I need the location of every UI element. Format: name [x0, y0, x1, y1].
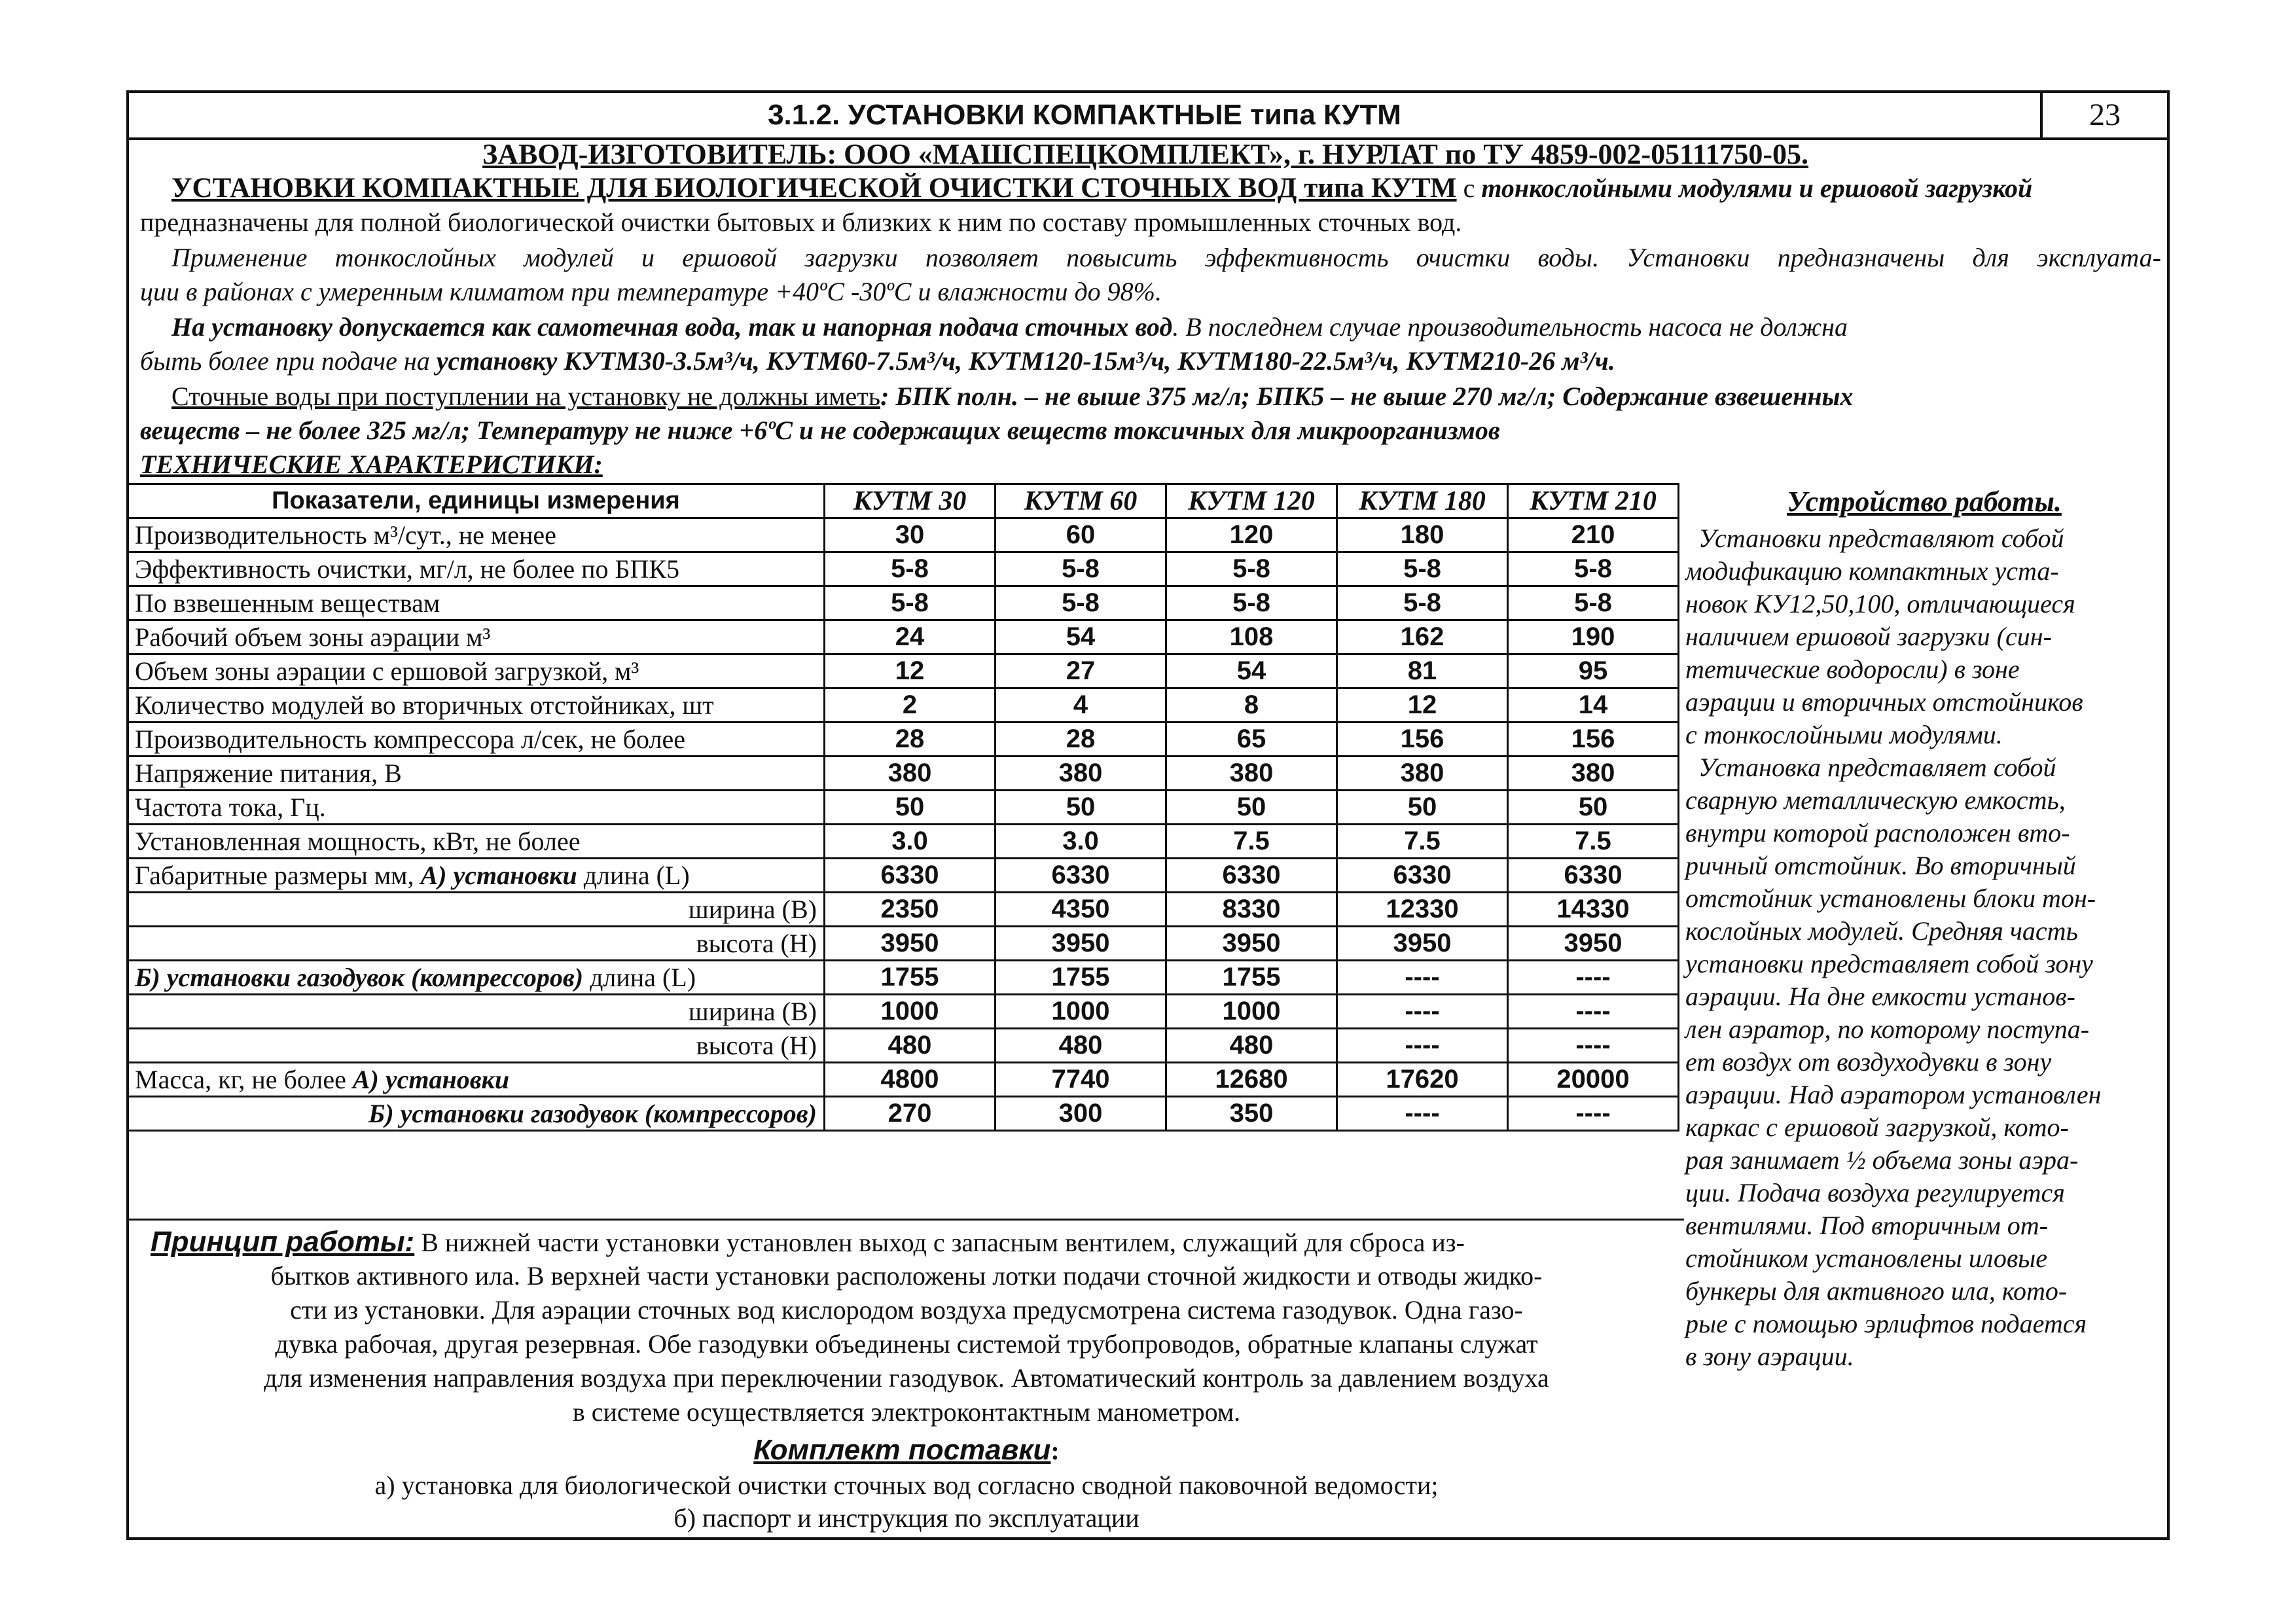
device-text-line: аэрации и вторичных отстойников — [1685, 687, 2083, 717]
table-row — [128, 654, 1679, 688]
table-row — [128, 995, 1679, 1029]
cell-value: 3.0 — [996, 825, 1166, 859]
table-row — [128, 893, 1679, 927]
device-text-line: лен аэратор, по которому поступа- — [1685, 1014, 2090, 1044]
application-line-1: Применение тонкослойных модулей и ершовой загрузки позволяет повысить эффективность очистки воды. Установки предназначены для эксплуата- — [171, 243, 2161, 272]
cell-value: ---- — [1508, 1029, 1679, 1063]
cell-value: 8 — [1166, 688, 1337, 722]
cell-value: 1000 — [1166, 995, 1337, 1029]
wastewater-underlined: Сточные воды при поступлении на установку не должны иметь — [171, 382, 881, 411]
mass-label: Масса, кг, не более — [135, 1065, 346, 1094]
principle-line-1 — [151, 1225, 1676, 1260]
table-row — [128, 961, 1679, 995]
table-row — [128, 518, 1679, 552]
cell-value: 300 — [996, 1097, 1166, 1131]
supply-line-2-bold: установку КУТМ30-3.5м³/ч, КУТМ60-7.5м³/ч, КУТМ120-15м³/ч, КУТМ180-22.5м³/ч, КУТМ210-26 м³/ч. — [436, 346, 1615, 376]
row-label: ширина (В) — [128, 893, 825, 927]
dims-label: Габаритные размеры мм, — [135, 861, 414, 890]
row-label — [128, 961, 825, 995]
cell-value: 190 — [1508, 620, 1679, 654]
table-header-model: КУТМ 210 — [1508, 484, 1679, 518]
dims-b-label: Б) установки газодувок (компрессоров) — [135, 963, 584, 992]
table-row — [128, 1097, 1679, 1131]
cell-value: 4350 — [996, 893, 1166, 927]
principle-heading: Принцип работы: — [151, 1226, 415, 1258]
cell-value: 12 — [1337, 688, 1508, 722]
cell-value: 50 — [1337, 791, 1508, 825]
cell-value: 54 — [1166, 654, 1337, 688]
tech-heading: ТЕХНИЧЕСКИЕ ХАРАКТЕРИСТИКИ: — [140, 450, 603, 479]
cell-value: 14 — [1508, 688, 1679, 722]
device-text-line: модификацию компактных уста- — [1685, 556, 2059, 586]
cell-value: 27 — [996, 654, 1166, 688]
table-row — [128, 791, 1679, 825]
table-header-model: КУТМ 180 — [1337, 484, 1508, 518]
cell-value: 1000 — [825, 995, 996, 1029]
page-number: 23 — [2089, 98, 2121, 132]
device-text-line: внутри которой расположен вто- — [1685, 818, 2070, 847]
supply-line-1-rest: . В последнем случае производительность насоса не должна — [1172, 312, 1848, 342]
cell-value: 24 — [825, 620, 996, 654]
cell-value: 7.5 — [1166, 825, 1337, 859]
mass-a-label: А) установки — [352, 1065, 510, 1094]
cell-value: 50 — [1166, 791, 1337, 825]
cell-value: 65 — [1166, 722, 1337, 757]
device-text-line: аэрации. На дне емкости установ- — [1685, 982, 2075, 1011]
cell-value: 7740 — [996, 1063, 1166, 1097]
cell-value: 380 — [1337, 757, 1508, 791]
cell-value: 50 — [1508, 791, 1679, 825]
row-label — [128, 1063, 825, 1097]
row-label — [128, 1097, 825, 1131]
table-row — [128, 757, 1679, 791]
section-title: 3.1.2. УСТАНОВКИ КОМПАКТНЫЕ типа КУТМ — [129, 93, 2043, 137]
dims-a-label: А) установки — [420, 861, 577, 890]
product-heading-bold: УСТАНОВКИ КОМПАКТНЫЕ ДЛЯ БИОЛОГИЧЕСКОЙ ОЧИСТКИ СТОЧНЫХ ВОД типа КУТМ — [171, 173, 1457, 204]
cell-value: 12680 — [1166, 1063, 1337, 1097]
row-label: По взвешенным веществам — [128, 586, 825, 620]
cell-value: 3950 — [1166, 927, 1337, 961]
device-text-line: Установка представляет собой — [1698, 753, 2056, 782]
cell-value: 6330 — [996, 859, 1166, 893]
cell-value: 162 — [1337, 620, 1508, 654]
delivery-colon: : — [1050, 1436, 1060, 1465]
cell-value: 4800 — [825, 1063, 996, 1097]
row-label: ширина (В) — [128, 995, 825, 1029]
principle-divider — [126, 1219, 1684, 1221]
principle-line-4: дувка рабочая, другая резервная. Обе газодувки объединены системой трубопроводов, обратные клапаны служат — [275, 1329, 1538, 1359]
device-text-line: с тонкослойными модулями. — [1685, 720, 2003, 749]
table-row — [128, 1063, 1679, 1097]
cell-value: 95 — [1508, 654, 1679, 688]
supply-line-2 — [140, 344, 2162, 378]
wastewater-line-1-rest: : БПК полн. – не выше 375 мг/л; БПК5 – не выше 270 мг/л; Содержание взвешенных — [880, 382, 1854, 411]
device-text-line: кослойных модулей. Средняя часть — [1685, 916, 2078, 946]
page-header — [129, 93, 2167, 140]
cell-value: 5-8 — [1508, 586, 1679, 620]
cell-value: 5-8 — [1508, 552, 1679, 586]
cell-value: 350 — [1166, 1097, 1337, 1131]
cell-value: 12 — [825, 654, 996, 688]
cell-value: 5-8 — [996, 552, 1166, 586]
cell-value: 1755 — [996, 961, 1166, 995]
row-label: Производительность компрессора л/сек, не более — [128, 722, 825, 757]
row-label: Рабочий объем зоны аэрации м³ — [128, 620, 825, 654]
cell-value: 60 — [996, 518, 1166, 552]
table-header-model: КУТМ 60 — [996, 484, 1166, 518]
supply-line-2-start: быть более при подаче на — [140, 346, 430, 376]
cell-value: 3950 — [825, 927, 996, 961]
device-text-line: отстойник установлены блоки тон- — [1685, 883, 2096, 913]
table-header-label: Показатели, единицы измерения — [128, 484, 825, 518]
wastewater-line-2: веществ – не более 325 мг/л; Температуру не ниже +6ºС и не содержащих веществ токсичных для микроорганизмов — [140, 416, 1500, 445]
purpose-text: предназначены для полной биологической очистки бытовых и близких к ним по составу промышленных сточных вод. — [140, 207, 1462, 237]
cell-value: 5-8 — [825, 552, 996, 586]
cell-value: 108 — [1166, 620, 1337, 654]
cell-value: 50 — [825, 791, 996, 825]
cell-value: 5-8 — [825, 586, 996, 620]
table-row — [128, 859, 1679, 893]
cell-value: 5-8 — [1166, 552, 1337, 586]
principle-line-3: сти из установки. Для аэрации сточных вод кислородом воздуха предусмотрена система газодувок. Одна газо- — [290, 1295, 1523, 1325]
row-label: Напряжение питания, В — [128, 757, 825, 791]
cell-value: 28 — [825, 722, 996, 757]
cell-value: 480 — [996, 1029, 1166, 1063]
cell-value: 480 — [1166, 1029, 1337, 1063]
cell-value: 3950 — [1337, 927, 1508, 961]
product-heading-italic: тонкослойными модулями и ершовой загрузкой — [1481, 173, 2033, 203]
wastewater-line-1 — [171, 380, 2161, 414]
row-label — [128, 859, 825, 893]
cell-value: ---- — [1337, 995, 1508, 1029]
row-label: Количество модулей во вторичных отстойниках, шт — [128, 688, 825, 722]
product-heading-with: с — [1463, 173, 1475, 203]
device-text-line: наличием ершовой загрузки (син- — [1685, 622, 2052, 651]
cell-value: ---- — [1337, 1029, 1508, 1063]
product-heading — [171, 171, 2161, 205]
cell-value: 7.5 — [1508, 825, 1679, 859]
cell-value: ---- — [1337, 1097, 1508, 1131]
device-text-line: каркас с ершовой загрузкой, кото- — [1685, 1113, 2069, 1142]
principle-text: В нижней части установки установлен выход с запасным вентилем, служащий для сброса из- — [421, 1228, 1465, 1257]
principle-line-5: для изменения направления воздуха при переключении газодувок. Автоматический контроль за давлением воздуха — [264, 1363, 1549, 1393]
cell-value: 6330 — [1166, 859, 1337, 893]
manufacturer-line: ЗАВОД-ИЗГОТОВИТЕЛЬ: ООО «МАШСПЕЦКОМПЛЕКТ», г. НУРЛАТ по ТУ 4859-002-05111750-05. — [482, 138, 1808, 170]
delivery-heading-line — [131, 1433, 1682, 1468]
row-label: Эффективность очистки, мг/л, не более по БПК5 — [128, 552, 825, 586]
cell-value: 7.5 — [1337, 825, 1508, 859]
supply-line-1-bold: На установку допускается как самотечная вода, так и напорная подача сточных вод — [171, 312, 1173, 342]
device-text-line: рая занимает ½ объема зоны аэра- — [1685, 1145, 2079, 1175]
cell-value: 50 — [996, 791, 1166, 825]
cell-value: 6330 — [825, 859, 996, 893]
cell-value: 3950 — [996, 927, 1166, 961]
table-header-model: КУТМ 30 — [825, 484, 996, 518]
cell-value: 270 — [825, 1097, 996, 1131]
cell-value: 5-8 — [1337, 552, 1508, 586]
cell-value: 3950 — [1508, 927, 1679, 961]
table-row — [128, 927, 1679, 961]
table-row — [128, 552, 1679, 586]
cell-value: 28 — [996, 722, 1166, 757]
cell-value: 6330 — [1508, 859, 1679, 893]
cell-value: 12330 — [1337, 893, 1508, 927]
delivery-item-a: а) установка для биологической очистки сточных вод согласно сводной паковочной ведомости; — [374, 1471, 1439, 1500]
table-row — [128, 688, 1679, 722]
table-row — [128, 620, 1679, 654]
dims-length-label: длина (L) — [590, 963, 696, 992]
device-text-line: бункеры для активного ила, кото- — [1685, 1276, 2068, 1306]
cell-value: ---- — [1508, 1097, 1679, 1131]
device-text-line: ричный отстойник. Во вторичный — [1685, 851, 2076, 880]
cell-value: 1000 — [996, 995, 1166, 1029]
device-text-line: аэрации. Над аэратором установлен — [1685, 1080, 2102, 1109]
cell-value: 120 — [1166, 518, 1337, 552]
cell-value: 156 — [1508, 722, 1679, 757]
row-label: Объем зоны аэрации с ершовой загрузкой, м³ — [128, 654, 825, 688]
device-text-line: ции. Подача воздуха регулируется — [1685, 1178, 2065, 1207]
cell-value: 20000 — [1508, 1063, 1679, 1097]
supply-line-1 — [171, 310, 2161, 344]
cell-value: 81 — [1337, 654, 1508, 688]
table-row — [128, 825, 1679, 859]
mass-b-label: Б) установки газодувок (компрессоров) — [368, 1099, 817, 1128]
cell-value: 4 — [996, 688, 1166, 722]
cell-value: 2 — [825, 688, 996, 722]
device-text-line: в зону аэрации. — [1685, 1342, 1854, 1371]
cell-value: 380 — [1508, 757, 1679, 791]
row-label: Производительность м³/сут., не менее — [128, 518, 825, 552]
cell-value: 6330 — [1337, 859, 1508, 893]
delivery-item-b: б) паспорт и инструкция по эксплуатации — [673, 1503, 1139, 1533]
device-text-line: Установки представляют собой — [1698, 524, 2064, 553]
device-text-line: стойником установлены иловые — [1685, 1243, 2048, 1273]
cell-value: 156 — [1337, 722, 1508, 757]
table-row — [128, 722, 1679, 757]
cell-value: 54 — [996, 620, 1166, 654]
application-line-2: ции в районах с умеренным климатом при температуре +40ºС -30ºС и влажности до 98%. — [140, 277, 1162, 306]
cell-value: 480 — [825, 1029, 996, 1063]
cell-value: 30 — [825, 518, 996, 552]
cell-value: 180 — [1337, 518, 1508, 552]
table-header-row — [128, 484, 1679, 518]
cell-value: ---- — [1508, 961, 1679, 995]
cell-value: 380 — [1166, 757, 1337, 791]
cell-value: 14330 — [1508, 893, 1679, 927]
row-label: высота (Н) — [128, 927, 825, 961]
device-text-line: новок КУ12,50,100, отличающиеся — [1685, 589, 2075, 618]
dims-length-label: длина (L) — [583, 861, 690, 890]
cell-value: 2350 — [825, 893, 996, 927]
device-text-line: сварную металлическую емкость, — [1685, 785, 2066, 815]
cell-value: 1755 — [825, 961, 996, 995]
cell-value: 5-8 — [996, 586, 1166, 620]
cell-value: 3.0 — [825, 825, 996, 859]
cell-value: 210 — [1508, 518, 1679, 552]
device-text-line: установки представляет собой зону — [1685, 949, 2093, 978]
cell-value: 5-8 — [1166, 586, 1337, 620]
specifications-table — [126, 483, 1679, 1132]
cell-value: 8330 — [1166, 893, 1337, 927]
delivery-heading: Комплект поставки — [753, 1434, 1051, 1466]
principle-line-2: бытков активного ила. В верхней части установки расположены лотки подачи сточной жидкости и отводы жидко- — [270, 1261, 1543, 1291]
row-label: Частота тока, Гц. — [128, 791, 825, 825]
principle-line-6: в системе осуществляется электроконтактным манометром. — [572, 1397, 1241, 1427]
table-row — [128, 586, 1679, 620]
cell-value: ---- — [1508, 995, 1679, 1029]
cell-value: ---- — [1337, 961, 1508, 995]
cell-value: 380 — [996, 757, 1166, 791]
table-row — [128, 1029, 1679, 1063]
device-text-line: вентилями. Под вторичным от- — [1685, 1211, 2049, 1240]
device-text-line: рые с помощью эрлифтов подается — [1685, 1309, 2087, 1338]
cell-value: 17620 — [1337, 1063, 1508, 1097]
device-heading: Устройство работы. — [1787, 486, 2062, 518]
cell-value: 1755 — [1166, 961, 1337, 995]
row-label: Установленная мощность, кВт, не более — [128, 825, 825, 859]
device-text-line: ет воздух от воздуходувки в зону — [1685, 1047, 2052, 1077]
table-header-model: КУТМ 120 — [1166, 484, 1337, 518]
cell-value: 5-8 — [1337, 586, 1508, 620]
cell-value: 380 — [825, 757, 996, 791]
device-text-line: тетические водоросли) в зоне — [1685, 654, 2020, 684]
row-label: высота (Н) — [128, 1029, 825, 1063]
